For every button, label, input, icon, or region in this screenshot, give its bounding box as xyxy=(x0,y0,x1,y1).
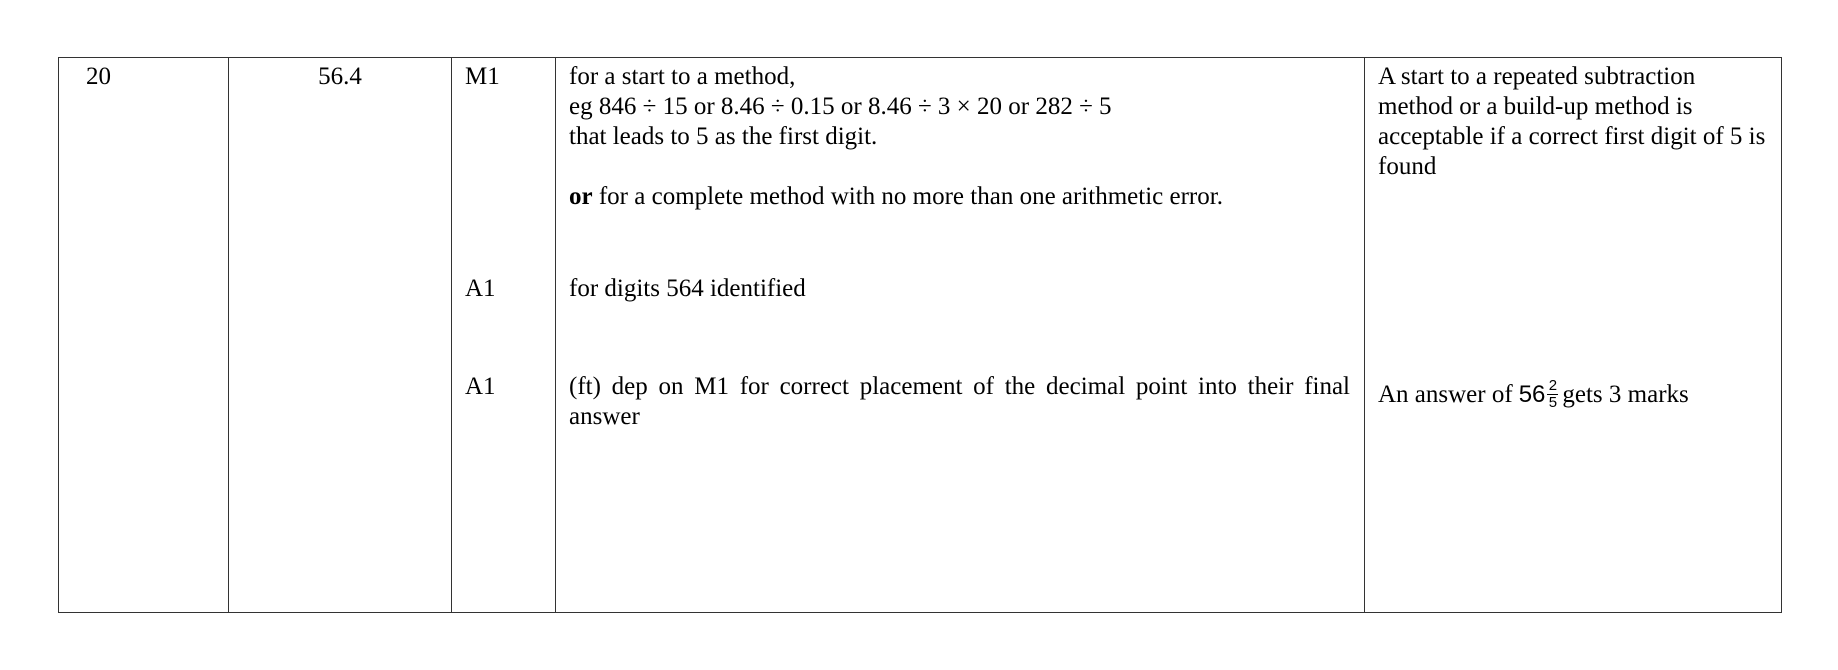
answer-column xyxy=(229,58,452,612)
mark-a1-second: A1 xyxy=(465,373,496,400)
mixed-number-whole: 56 xyxy=(1518,380,1546,408)
m1-criteria-alternative xyxy=(569,182,1350,212)
mark-a1-first: A1 xyxy=(465,275,496,302)
m1-guidance-note: A start to a repeated subtraction method or a build-up method is acceptable if a correct first digit of 5 is found xyxy=(1378,63,1766,180)
a1-note-suffix: gets 3 marks xyxy=(1562,380,1689,408)
question-number: 20 xyxy=(86,63,111,90)
fraction-denominator: 5 xyxy=(1548,394,1558,411)
a1-second-criteria-text: (ft) dep on M1 for correct placement of the decimal point into their final answer xyxy=(569,373,1350,430)
m1-criteria-line-3: that leads to 5 as the first digit. xyxy=(569,123,878,150)
additional-guidance-column xyxy=(1365,58,1781,612)
mark-column xyxy=(452,58,556,612)
answer-value: 56.4 xyxy=(318,63,362,90)
fraction-numerator: 2 xyxy=(1548,377,1558,394)
m1-alternative-text: for a complete method with no more than one arithmetic error. xyxy=(592,183,1223,210)
a1-guidance-note xyxy=(1378,378,1689,411)
mixed-number-fraction xyxy=(1547,378,1558,411)
a1-second-criteria xyxy=(569,372,1350,432)
m1-criteria xyxy=(569,62,1350,212)
mark-scheme-table xyxy=(58,57,1782,613)
m1-criteria-line-2: eg 846 ÷ 15 or 8.46 ÷ 0.15 or 8.46 ÷ 3 × 20 or 282 ÷ 5 xyxy=(569,93,1112,120)
mark-scheme-column xyxy=(556,58,1365,612)
mark-m1: M1 xyxy=(465,63,500,90)
or-keyword: or xyxy=(569,183,593,210)
a1-note-prefix: An answer of xyxy=(1378,380,1513,408)
a1-first-criteria-text: for digits 564 identified xyxy=(569,275,806,302)
question-column xyxy=(59,58,229,612)
spacer xyxy=(569,152,1350,182)
m1-criteria-line-1: for a start to a method, xyxy=(569,63,796,90)
a1-first-criteria xyxy=(569,274,1350,304)
